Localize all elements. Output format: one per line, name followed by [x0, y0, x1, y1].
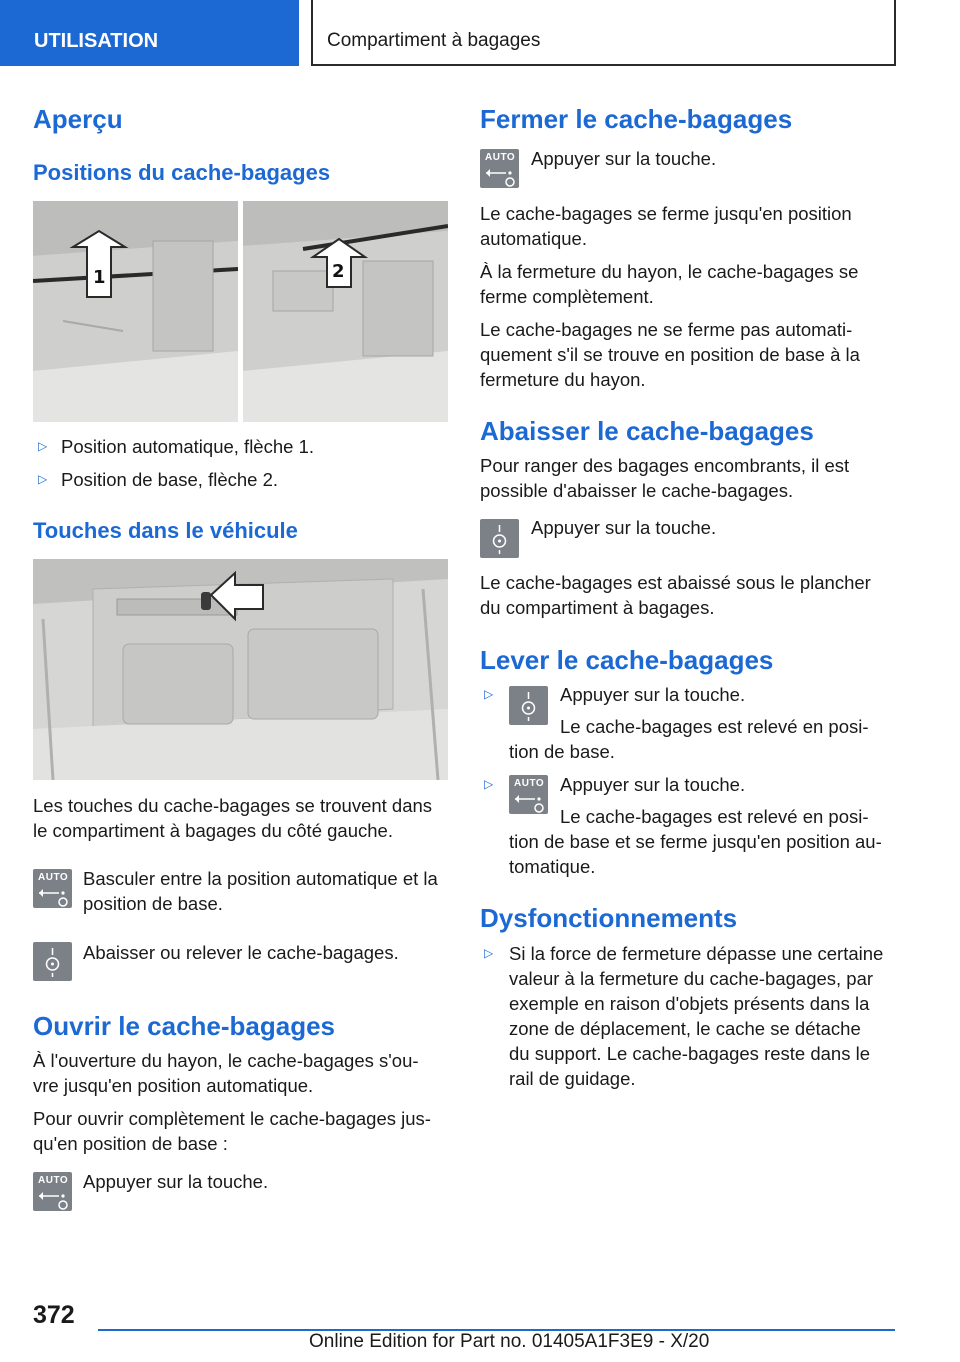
close-text2-line1: À la fermeture du hayon, le cache-bagages se	[480, 261, 859, 282]
open-press-text: Appuyer sur la touche.	[83, 1171, 269, 1192]
malfunction-line2: valeur à la fermeture du cache-bagages, par	[509, 968, 874, 989]
malfunction-line4: zone de déplacement, le cache se détache	[509, 1018, 861, 1039]
lower-result-line1: Le cache-bagages est abaissé sous le plancher	[480, 572, 871, 593]
buttons-text-line1: Les touches du cache-bagages se trouvent dans	[33, 795, 433, 816]
auto-button-icon	[33, 1172, 72, 1211]
auto-button-text-line2: position de base.	[83, 893, 223, 914]
bullet-triangle-icon: ▷	[38, 472, 48, 486]
close-heading: Fermer le cache-bagages	[480, 104, 793, 134]
buttons-heading: Touches dans le véhicule	[33, 518, 298, 543]
raise-item1-result-line1: Le cache-bagages est relevé en posi‐	[560, 716, 869, 737]
chapter-tab	[311, 0, 896, 66]
bullet-triangle-icon: ▷	[38, 439, 48, 453]
updown-button-icon	[480, 519, 519, 558]
auto-button-text-line1: Basculer entre la position automatique et la	[83, 868, 438, 889]
auto-button-icon	[480, 149, 519, 188]
updown-button-text: Abaisser ou relever le cache-bagages.	[83, 942, 399, 963]
page-number: 372	[33, 1301, 75, 1329]
auto-label: AUTO	[514, 778, 545, 789]
open-text2-line2: qu'en position de base :	[33, 1133, 228, 1154]
raise-item2-result-line3: tomatique.	[509, 856, 596, 877]
open-text1-line2: vre jusqu'en position automatique.	[33, 1075, 314, 1096]
lower-text-line1: Pour ranger des bagages encombrants, il est	[480, 455, 850, 476]
list-item: Position automatique, flèche 1.	[61, 436, 314, 457]
lower-result-line2: du compartiment à bagages.	[480, 597, 715, 618]
section-tab	[0, 0, 299, 66]
arrow-label-2: 2	[332, 261, 345, 282]
raise-heading: Lever le cache-bagages	[480, 645, 774, 675]
open-text2-line1: Pour ouvrir complètement le cache-bagages jus‐	[33, 1108, 431, 1129]
malfunction-line1: Si la force de fermeture dépasse une certaine	[509, 943, 884, 964]
bullet-triangle-icon: ▷	[484, 946, 494, 960]
raise-item2-press: Appuyer sur la touche.	[560, 774, 746, 795]
list-item: Position de base, flèche 2.	[61, 469, 279, 490]
lower-heading: Abaisser le cache-bagages	[480, 416, 814, 446]
trunk-position-1-image	[33, 201, 238, 422]
updown-button-icon	[33, 942, 72, 981]
malfunction-line6: rail de guidage.	[509, 1068, 636, 1089]
close-press-text: Appuyer sur la touche.	[531, 148, 717, 169]
lower-press-text: Appuyer sur la touche.	[531, 517, 717, 538]
positions-heading: Positions du cache-bagages	[33, 160, 331, 185]
chapter-label: Compartiment à bagages	[327, 30, 541, 51]
auto-button-icon	[509, 775, 548, 814]
lower-text-line2: possible d'abaisser le cache-bagages.	[480, 480, 794, 501]
malfunction-line5: du support. Le cache-bagages reste dans le	[509, 1043, 870, 1064]
auto-label: AUTO	[38, 1175, 69, 1186]
overview-heading: Aperçu	[33, 104, 123, 134]
trunk-buttons-image	[33, 559, 448, 780]
auto-label: AUTO	[38, 872, 69, 883]
close-text3-line2: quement s'il se trouve en position de base à la	[480, 344, 860, 365]
close-text3-line1: Le cache-bagages ne se ferme pas automati‐	[480, 319, 853, 340]
trunk-position-2-image	[243, 201, 448, 422]
open-heading: Ouvrir le cache-bagages	[33, 1011, 336, 1041]
edition-text: Online Edition for Part no. 01405A1F3E9 - X/20	[309, 1331, 710, 1352]
close-text1-line1: Le cache-bagages se ferme jusqu'en position	[480, 203, 852, 224]
close-text2-line2: ferme complètement.	[480, 286, 654, 307]
buttons-text-line2: le compartiment à bagages du côté gauche.	[33, 820, 393, 841]
section-label: UTILISATION	[34, 30, 159, 52]
auto-label: AUTO	[485, 152, 516, 163]
auto-button-icon	[33, 869, 72, 908]
malfunction-line3: exemple en raison d'objets présents dans la	[509, 993, 870, 1014]
raise-item2-result-line2: tion de base et se ferme jusqu'en position au‐	[509, 831, 882, 852]
raise-item2-result-line1: Le cache-bagages est relevé en posi‐	[560, 806, 869, 827]
raise-item1-result-line2: tion de base.	[509, 741, 615, 762]
bullet-triangle-icon: ▷	[484, 777, 494, 791]
raise-item1-press: Appuyer sur la touche.	[560, 684, 746, 705]
close-text1-line2: automatique.	[480, 228, 587, 249]
malfunction-heading: Dysfonctionnements	[480, 903, 738, 933]
updown-button-icon	[509, 686, 548, 725]
arrow-label-1: 1	[93, 267, 106, 288]
open-text1-line1: À l'ouverture du hayon, le cache-bagages s'ou‐	[33, 1050, 419, 1071]
close-text3-line3: fermeture du hayon.	[480, 369, 646, 390]
bullet-triangle-icon: ▷	[484, 687, 494, 701]
